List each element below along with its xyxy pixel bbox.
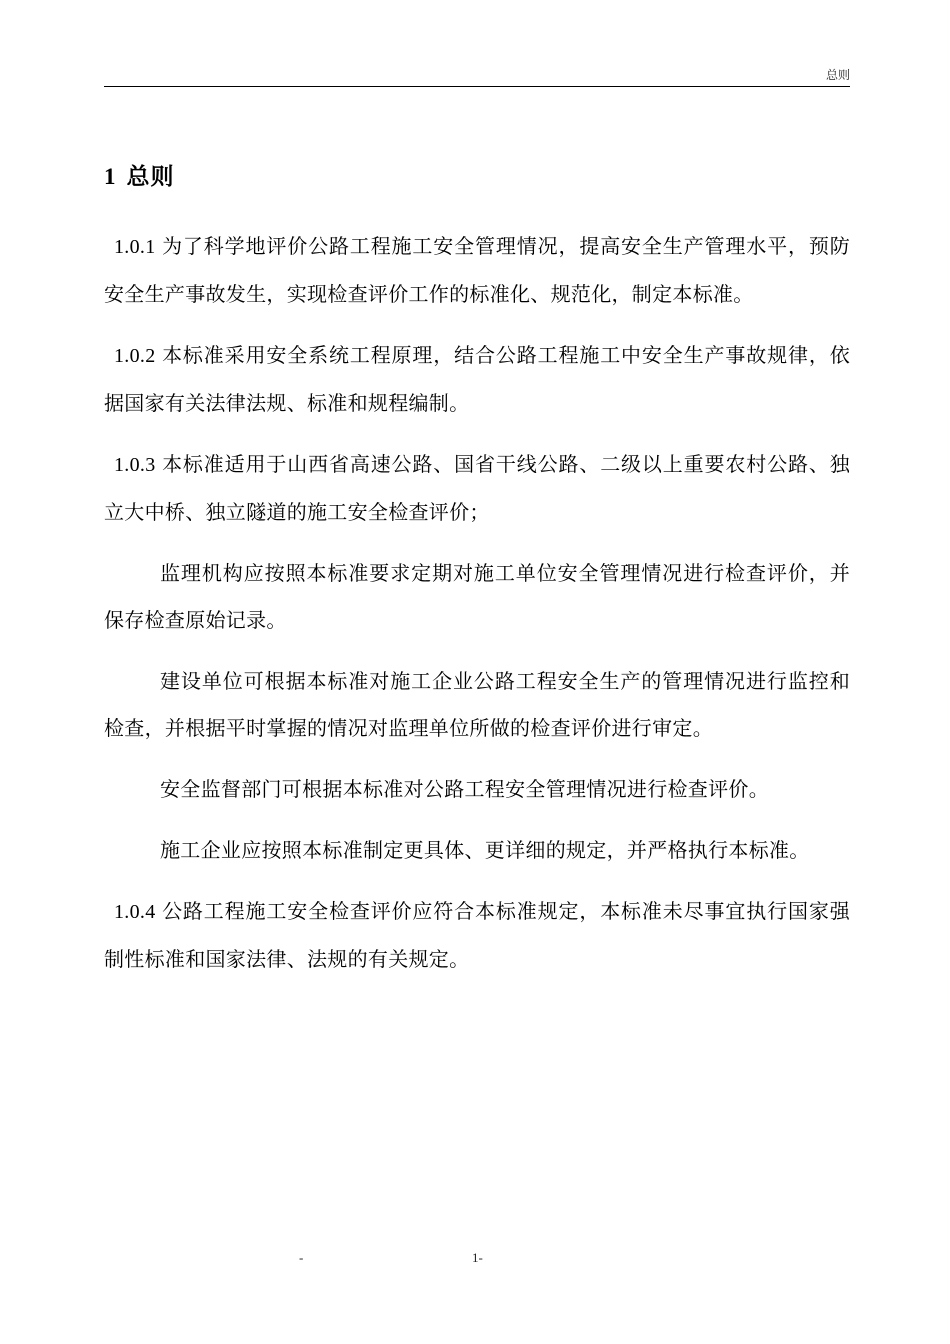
clause-number: 1.0.3 (114, 454, 156, 476)
clause-number: 1.0.2 (114, 345, 156, 367)
body-paragraph: 监理机构应按照本标准要求定期对施工单位安全管理情况进行检查评价，并保存检查原始记录。 (104, 561, 850, 632)
clause-text: 本标准采用安全系统工程原理，结合公路工程施工中安全生产事故规律，依据国家有关法律法规、标准和规程编制。 (104, 343, 850, 415)
clause-text: 为了科学地评价公路工程施工安全管理情况，提高安全生产管理水平，预防安全生产事故发生，实现检查评价工作的标准化、规范化，制定本标准。 (104, 234, 850, 306)
clause-paragraph (104, 223, 850, 318)
header-rule (104, 86, 850, 87)
page-number: 1- (472, 1250, 483, 1265)
chapter-title (104, 158, 175, 191)
clause-paragraph (104, 332, 850, 427)
running-header: 总则 (825, 68, 850, 82)
clause-number: 1.0.4 (114, 901, 156, 923)
clause-text: 本标准适用于山西省高速公路、国省干线公路、二级以上重要农村公路、独立大中桥、独立隧道的施工安全检查评价； (104, 452, 850, 524)
clause-number: 1.0.1 (114, 236, 156, 258)
clause-paragraph (104, 441, 850, 536)
chapter-title-text: 总则 (126, 164, 175, 190)
clause-paragraph (104, 888, 850, 983)
chapter-number: 1 (104, 164, 117, 189)
body-paragraph: 建设单位可根据本标准对施工企业公路工程安全生产的管理情况进行监控和检查，并根据平时掌握的情况对监理单位所做的检查评价进行审定。 (104, 669, 850, 740)
body-content (104, 223, 850, 997)
clause-text: 公路工程施工安全检查评价应符合本标准规定，本标准未尽事宜执行国家强制性标准和国家法律、法规的有关规定。 (104, 899, 850, 971)
body-paragraph: 施工企业应按照本标准制定更具体、更详细的规定，并严格执行本标准。 (160, 838, 810, 862)
body-paragraph: 安全监督部门可根据本标准对公路工程安全管理情况进行检查评价。 (160, 777, 769, 801)
footer-left-mark: - (299, 1250, 304, 1265)
